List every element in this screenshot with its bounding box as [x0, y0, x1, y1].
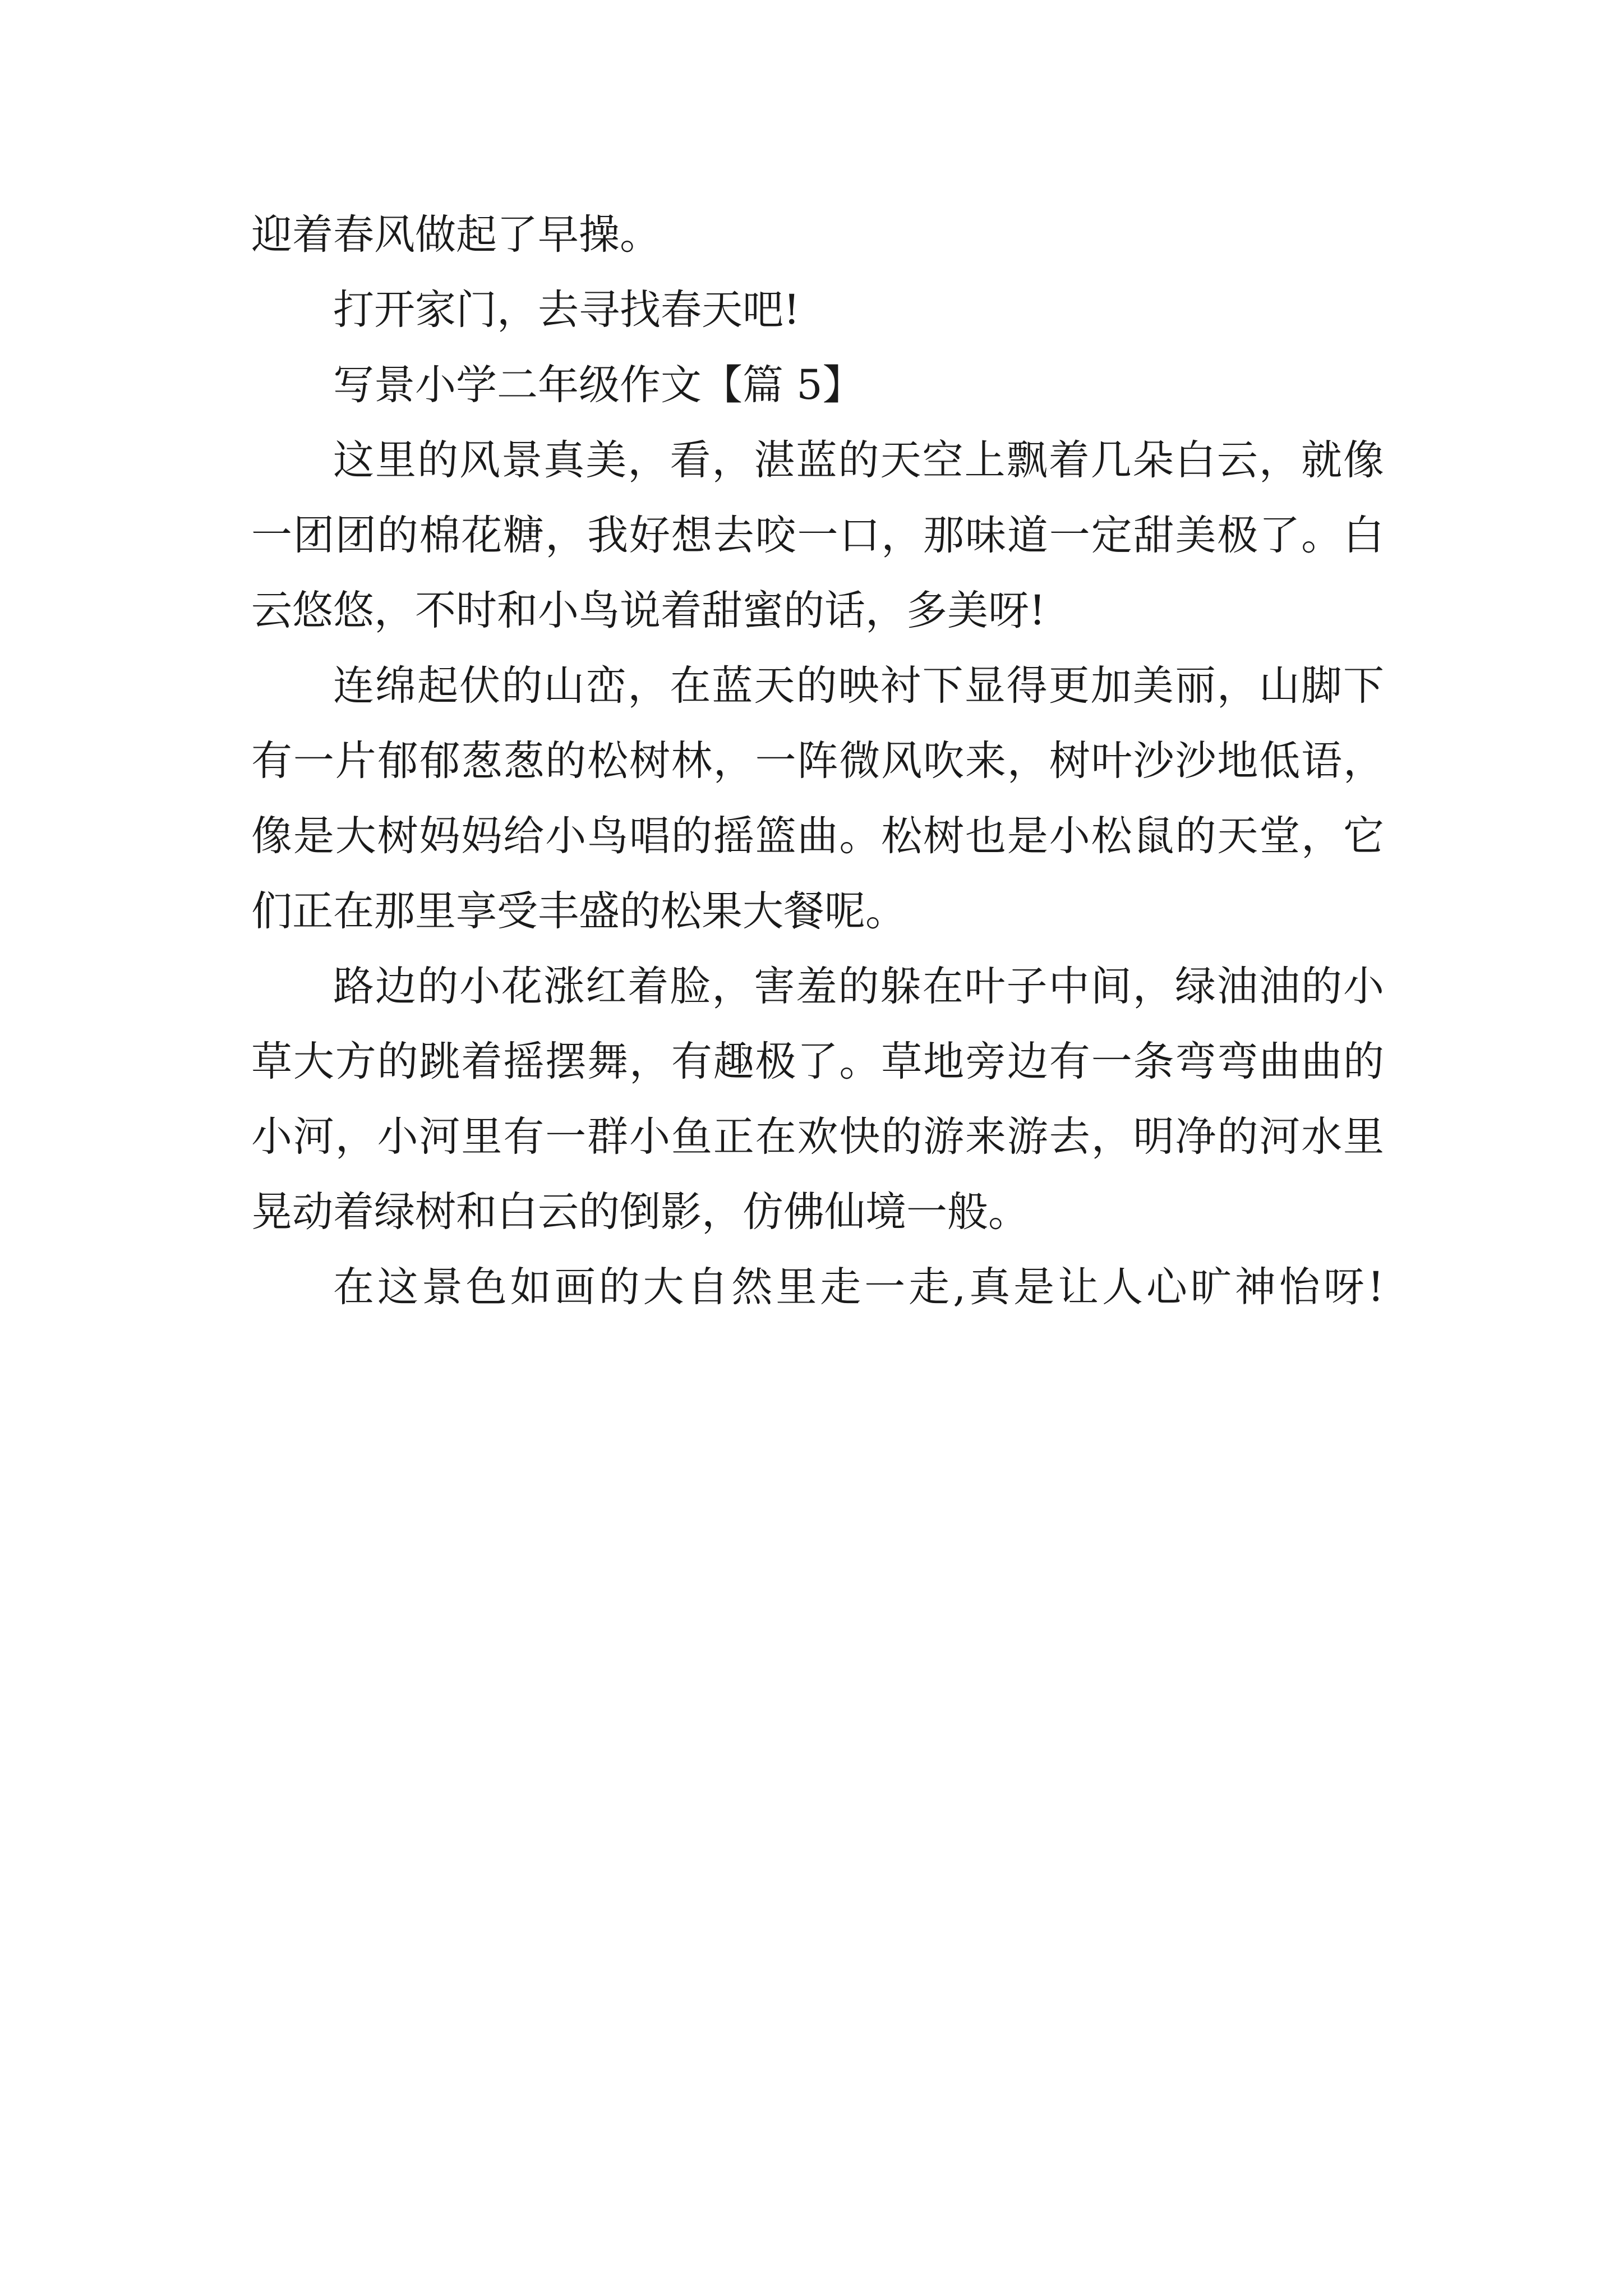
paragraph-sky: 这里的风景真美，看，湛蓝的天空上飘着几朵白云，就像一团团的棉花糖，我好想去咬一口，那味道一定甜美极了。白云悠悠，不时和小鸟说着甜蜜的话，多美呀!	[251, 436, 1384, 634]
paragraph-river: 路边的小花涨红着脸，害羞的躲在叶子中间，绿油油的小草大方的跳着摇摆舞，有趣极了。草地旁边有一条弯弯曲曲的小河，小河里有一群小鱼正在欢快的游来游去，明净的河水里晃动着绿树和白云的倒影，仿佛仙境一般。	[251, 963, 1384, 1236]
essay-body	[251, 197, 1384, 1325]
essay-heading: 写景小学二年级作文【篇 5】	[333, 361, 864, 409]
paragraph-continuation: 迎着春风做起了早操。	[251, 211, 661, 259]
paragraph-mountains: 连绵起伏的山峦，在蓝天的映衬下显得更加美丽，山脚下有一片郁郁葱葱的松树林，一阵微风吹来，树叶沙沙地低语，像是大树妈妈给小鸟唱的摇篮曲。松树也是小松鼠的天堂，它们正在那里享受丰盛的松果大餐呢。	[251, 662, 1384, 935]
paragraph-conclusion: 在这景色如画的大自然里走一走,真是让人心旷神怡呀!	[333, 1263, 1384, 1311]
paragraph-closing: 打开家门，去寻找春天吧!	[333, 286, 800, 334]
